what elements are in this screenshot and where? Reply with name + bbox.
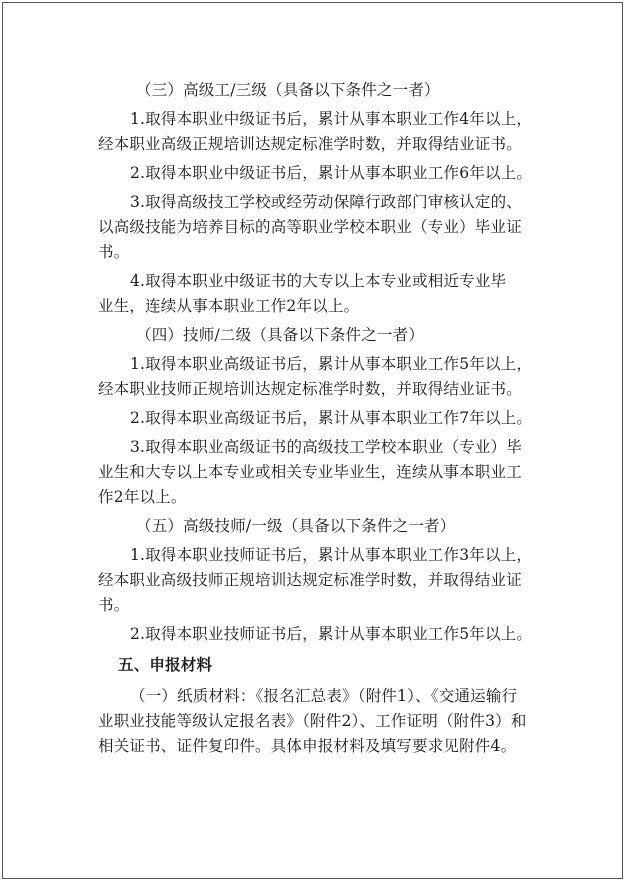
paragraph-line: 书。 (98, 243, 130, 261)
paragraph-line: 业职业技能等级认定报名表》（附件2）、工作证明（附件3）和 (98, 712, 527, 730)
paragraph-line: 2.取得本职业高级证书后，累计从事本职业工作7年以上。 (130, 409, 533, 427)
paragraph-line: 3.取得本职业高级证书的高级技工学校本职业（专业）毕 (130, 438, 522, 456)
paragraph-line: 以高级技能为培养目标的高等职业学校本职业（专业）毕业证 (98, 218, 522, 236)
paragraph-line: 3.取得高级技工学校或经劳动保障行政部门审核认定的、 (130, 193, 522, 211)
section-heading-application-materials: 五、申报材料 (118, 656, 213, 674)
paragraph-line: 业生，连续从事本职业工作2年以上。 (98, 297, 360, 315)
document-body (98, 78, 554, 759)
paragraph-line: 业生和大专以上本专业或相关专业毕业生，连续从事本职业工 (98, 463, 522, 481)
paragraph-line: 相关证书、证件复印件。具体申报材料及填写要求见附件4。 (98, 737, 517, 755)
paragraph-line: 2.取得本职业技师证书后，累计从事本职业工作5年以上。 (130, 625, 533, 643)
subsection-heading-technician: （四）技师/二级（具备以下条件之一者） (136, 326, 425, 344)
paragraph-line: 1.取得本职业技师证书后，累计从事本职业工作3年以上， (130, 546, 533, 564)
paragraph-line: 2.取得本职业中级证书后，累计从事本职业工作6年以上。 (130, 164, 533, 182)
paragraph-line: （一）纸质材料：《报名汇总表》（附件1）、《交通运输行 (130, 687, 518, 705)
paragraph-line: 作2年以上。 (98, 488, 187, 506)
paragraph-line: 书。 (98, 596, 130, 614)
paragraph-line: 1.取得本职业高级证书后，累计从事本职业工作5年以上， (130, 355, 533, 373)
subsection-heading-senior-technician: （五）高级技师/一级（具备以下条件之一者） (136, 517, 456, 535)
paragraph-line: 经本职业高级正规培训达规定标准学时数，并取得结业证书。 (98, 135, 522, 153)
paragraph-line: 4.取得本职业中级证书的大专以上本专业或相近专业毕 (130, 272, 507, 290)
paragraph-line: 经本职业技师正规培训达规定标准学时数，并取得结业证书。 (98, 380, 522, 398)
paragraph-line: 1.取得本职业中级证书后，累计从事本职业工作4年以上， (130, 110, 533, 128)
paragraph-line: 经本职业高级技师正规培训达规定标准学时数，并取得结业证 (98, 571, 522, 589)
subsection-heading-advanced-worker: （三）高级工/三级（具备以下条件之一者） (136, 81, 440, 99)
